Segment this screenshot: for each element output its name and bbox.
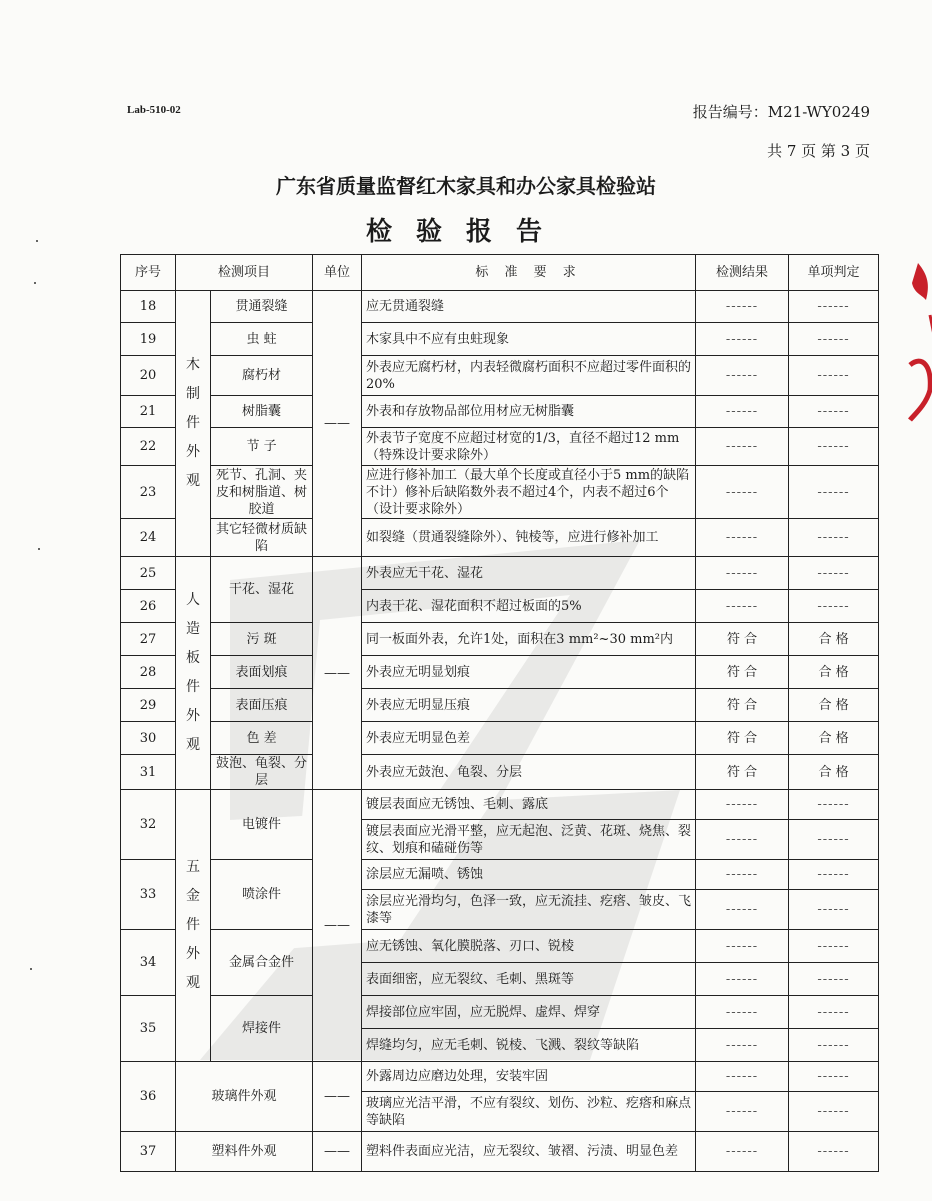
verdict: 合 格 [789,722,879,755]
verdict: 合 格 [789,623,879,656]
requirement: 外表和存放物品部位用材应无树脂囊 [362,396,696,428]
table-row [121,689,879,722]
item-name: 腐朽材 [211,356,313,396]
item-name: 死节、孔洞、夹皮和树脂道、树胶道 [211,466,313,519]
result: ------ [696,466,789,519]
item-name: 喷涂件 [211,860,313,930]
unit-cell: —— [313,1062,362,1132]
red-stamp [900,255,932,425]
result: 符 合 [696,689,789,722]
row-number: 28 [121,656,176,689]
verdict: ------ [789,930,879,963]
requirement: 内表干花、湿花面积不超过板面的5% [362,590,696,623]
document-code: Lab-510-02 [127,104,181,116]
result: 符 合 [696,722,789,755]
item-name: 树脂囊 [211,396,313,428]
result: ------ [696,890,789,930]
row-number: 22 [121,428,176,466]
table-row [121,996,879,1029]
requirement: 外表应无干花、湿花 [362,557,696,590]
table-row [121,323,879,356]
row-number: 34 [121,930,176,996]
result: ------ [696,428,789,466]
col-header-verdict: 单项判定 [789,255,879,291]
page-count: 共 7 页 第 3 页 [767,142,870,160]
item-name: 玻璃件外观 [176,1062,313,1132]
requirement: 表面细密，应无裂纹、毛刺、黑斑等 [362,963,696,996]
requirement: 塑料件表面应光洁，应无裂纹、皱褶、污渍、明显色差 [362,1132,696,1172]
requirement: 焊缝均匀，应无毛刺、锐棱、飞溅、裂纹等缺陷 [362,1029,696,1062]
row-number: 21 [121,396,176,428]
item-name: 焊接件 [211,996,313,1062]
row-number: 31 [121,755,176,790]
table-row [121,790,879,820]
row-number: 30 [121,722,176,755]
item-name: 塑料件外观 [176,1132,313,1172]
verdict: ------ [789,466,879,519]
inspection-table [120,254,879,1172]
item-name: 表面划痕 [211,656,313,689]
requirement: 外表应无明显色差 [362,722,696,755]
requirement: 涂层应无漏喷、锈蚀 [362,860,696,890]
group-label-wood: 木 制 件 外 观 [176,291,211,557]
verdict: ------ [789,1062,879,1092]
result: ------ [696,519,789,557]
table-row [121,466,879,519]
row-number: 20 [121,356,176,396]
row-number: 29 [121,689,176,722]
row-number: 24 [121,519,176,557]
requirement: 外表节子宽度不应超过材宽的1/3，直径不超过12 mm（特殊设计要求除外） [362,428,696,466]
result: ------ [696,790,789,820]
row-number: 25 [121,557,176,590]
result: 符 合 [696,656,789,689]
item-name: 虫 蛀 [211,323,313,356]
table-row [121,1132,879,1172]
col-header-unit: 单位 [313,255,362,291]
result: 符 合 [696,755,789,790]
requirement: 外露周边应磨边处理，安装牢固 [362,1062,696,1092]
verdict: ------ [789,1132,879,1172]
item-name: 干花、湿花 [211,557,313,623]
table-row [121,623,879,656]
requirement: 涂层应光滑均匀，色泽一致，应无流挂、疙瘩、皱皮、飞漆等 [362,890,696,930]
verdict: ------ [789,1092,879,1132]
row-number: 36 [121,1062,176,1132]
verdict: ------ [789,356,879,396]
col-header-item: 检测项目 [176,255,313,291]
result: ------ [696,1029,789,1062]
verdict: ------ [789,428,879,466]
verdict: ------ [789,996,879,1029]
row-number: 23 [121,466,176,519]
row-number: 18 [121,291,176,323]
verdict: 合 格 [789,755,879,790]
row-number: 27 [121,623,176,656]
item-name: 鼓泡、龟裂、分层 [211,755,313,790]
table-header-row [121,255,879,291]
result: ------ [696,820,789,860]
scan-dot [38,548,40,550]
table-row [121,428,879,466]
row-number: 32 [121,790,176,860]
result: ------ [696,860,789,890]
requirement: 玻璃应光洁平滑，不应有裂纹、划伤、沙粒、疙瘩和麻点等缺陷 [362,1092,696,1132]
result: ------ [696,557,789,590]
item-name: 表面压痕 [211,689,313,722]
result: ------ [696,1092,789,1132]
requirement: 应进行修补加工（最大单个长度或直径小于5 mm的缺陷不计）修补后缺陷数外表不超过4个，内表不超过6个（设计要求除外） [362,466,696,519]
item-name: 节 子 [211,428,313,466]
verdict: ------ [789,519,879,557]
table-row [121,722,879,755]
verdict: ------ [789,323,879,356]
col-header-requirement: 标 准 要 求 [362,255,696,291]
row-number: 33 [121,860,176,930]
requirement: 镀层表面应无锈蚀、毛刺、露底 [362,790,696,820]
unit-cell: —— [313,790,362,1062]
unit-cell: —— [313,1132,362,1172]
scan-dot [30,968,32,970]
result: ------ [696,590,789,623]
verdict: ------ [789,820,879,860]
verdict: ------ [789,291,879,323]
result: ------ [696,396,789,428]
unit-cell: —— [313,291,362,557]
col-header-no: 序号 [121,255,176,291]
verdict: ------ [789,860,879,890]
table-row [121,396,879,428]
requirement: 同一板面外表，允许1处，面积在3 mm²~30 mm²内 [362,623,696,656]
table-row [121,291,879,323]
requirement: 外表应无鼓泡、龟裂、分层 [362,755,696,790]
item-name: 污 斑 [211,623,313,656]
col-header-result: 检测结果 [696,255,789,291]
table-row [121,755,879,790]
report-title: 检验报告 [365,217,566,247]
result: ------ [696,323,789,356]
group-label-board: 人 造 板 件 外 观 [176,557,211,790]
row-number: 19 [121,323,176,356]
item-name: 金属合金件 [211,930,313,996]
requirement: 外表应无腐朽材，内表轻微腐朽面积不应超过零件面积的20% [362,356,696,396]
scan-dot [34,282,36,284]
result: ------ [696,996,789,1029]
table-row [121,860,879,890]
verdict: ------ [789,590,879,623]
result: 符 合 [696,623,789,656]
organization-name: 广东省质量监督红木家具和办公家具检验站 [276,174,656,198]
verdict: ------ [789,1029,879,1062]
group-label-hardware: 五 金 件 外 观 [176,790,211,1062]
report-number: 报告编号：M21-WY0249 [692,103,870,121]
requirement: 应无贯通裂缝 [362,291,696,323]
result: ------ [696,930,789,963]
item-name: 色 差 [211,722,313,755]
item-name: 电镀件 [211,790,313,860]
unit-cell: —— [313,557,362,790]
requirement: 外表应无明显压痕 [362,689,696,722]
requirement: 如裂缝（贯通裂缝除外）、钝棱等，应进行修补加工 [362,519,696,557]
verdict: ------ [789,557,879,590]
result: ------ [696,963,789,996]
requirement: 焊接部位应牢固，应无脱焊、虚焊、焊穿 [362,996,696,1029]
result: ------ [696,291,789,323]
requirement: 外表应无明显划痕 [362,656,696,689]
result: ------ [696,1132,789,1172]
result: ------ [696,356,789,396]
item-name: 其它轻微材质缺陷 [211,519,313,557]
verdict: ------ [789,790,879,820]
row-number: 35 [121,996,176,1062]
scan-dot [36,240,38,242]
verdict: ------ [789,963,879,996]
requirement: 镀层表面应光滑平整，应无起泡、泛黄、花斑、烧焦、裂纹、划痕和磕碰伤等 [362,820,696,860]
verdict: 合 格 [789,689,879,722]
table-row [121,1062,879,1092]
verdict: ------ [789,396,879,428]
verdict: 合 格 [789,656,879,689]
row-number: 26 [121,590,176,623]
table-row [121,930,879,963]
table-row [121,557,879,590]
verdict: ------ [789,890,879,930]
result: ------ [696,1062,789,1092]
item-name: 贯通裂缝 [211,291,313,323]
table-row [121,656,879,689]
row-number: 37 [121,1132,176,1172]
requirement: 木家具中不应有虫蛀现象 [362,323,696,356]
table-row [121,356,879,396]
requirement: 应无锈蚀、氧化膜脱落、刃口、锐棱 [362,930,696,963]
table-row [121,519,879,557]
